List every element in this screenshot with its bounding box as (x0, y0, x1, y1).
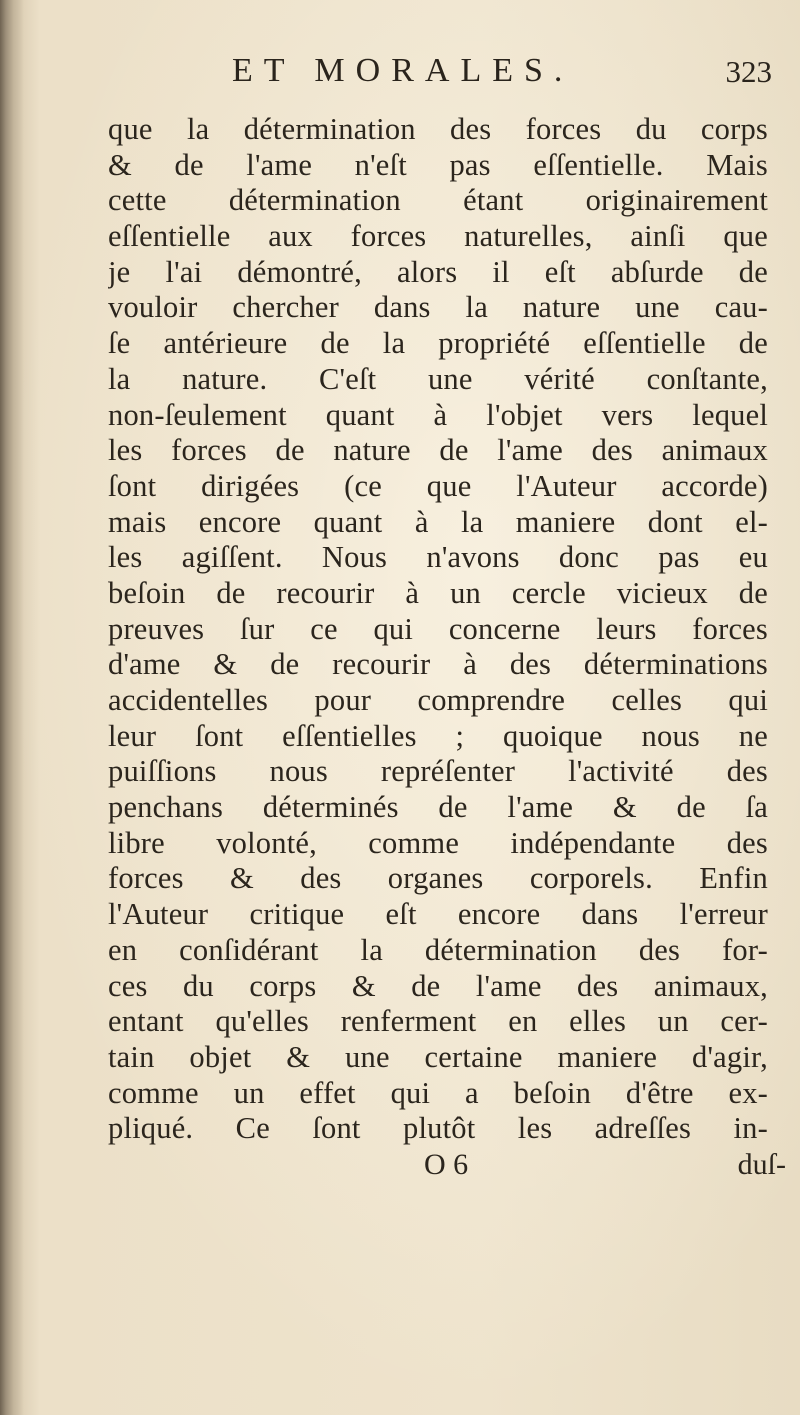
page-header (0, 52, 800, 102)
text-line: en conſidérant la détermination des for- (108, 932, 768, 967)
text-line: libre volonté, comme indépendante des (108, 825, 768, 860)
text-line: accidentelles pour comprendre celles qui (108, 683, 768, 717)
text-line: leur ſont eſſentielles ; quoique nous ne (108, 718, 768, 753)
text-line: ſe antérieure de la propriété eſſentielle de (108, 326, 768, 361)
text-line: la nature. C'eſt une vérité conſtante, (108, 361, 768, 396)
text-line: mais encore quant à la maniere dont el- (108, 504, 768, 539)
text-line: eſſentielle aux forces naturelles, ainſi que (108, 219, 768, 254)
body-text (108, 112, 768, 1147)
text-line: l'Auteur critique eſt encore dans l'erreur (108, 897, 768, 932)
text-line: beſoin de recourir à un cercle vicieux de (108, 575, 768, 610)
signature-mark: O 6 (424, 1148, 469, 1181)
page-footer (0, 1148, 800, 1188)
text-line: penchans déterminés de l'ame & de ſa (108, 790, 768, 825)
text-line: non-ſeulement quant à l'objet vers lequel (108, 397, 768, 432)
text-line: que la détermination des forces du corps (108, 112, 768, 146)
text-line: preuves ſur ce qui concerne leurs forces (108, 611, 768, 646)
text-line: & de l'ame n'eſt pas eſſentielle. Mais (108, 147, 768, 182)
text-line: les forces de nature de l'ame des animaux (108, 433, 768, 468)
text-line: pliqué. Ce ſont plutôt les adreſſes in- (108, 1111, 768, 1146)
page-number: 323 (725, 54, 772, 89)
catchword: duſ- (737, 1148, 786, 1181)
text-line: comme un effet qui a beſoin d'être ex- (108, 1075, 768, 1110)
page-gutter-shadow (0, 0, 24, 1415)
text-line: entant qu'elles renferment en elles un cer- (108, 1004, 768, 1039)
text-line: vouloir chercher dans la nature une cau- (108, 290, 768, 325)
text-line: puiſſions nous repréſenter l'activité des (108, 754, 768, 789)
text-line: je l'ai démontré, alors il eſt abſurde de (108, 254, 768, 289)
text-line: ces du corps & de l'ame des animaux, (108, 968, 768, 1003)
text-line: d'ame & de recourir à des déterminations (108, 647, 768, 682)
text-line: les agiſſent. Nous n'avons donc pas eu (108, 540, 768, 575)
running-title: ET MORALES. (232, 52, 574, 89)
text-line: forces & des organes corporels. Enfin (108, 861, 768, 896)
text-line: tain objet & une certaine maniere d'agir, (108, 1039, 768, 1074)
text-line: cette détermination étant originairement (108, 183, 768, 218)
text-line: ſont dirigées (ce que l'Auteur accorde) (108, 468, 768, 503)
